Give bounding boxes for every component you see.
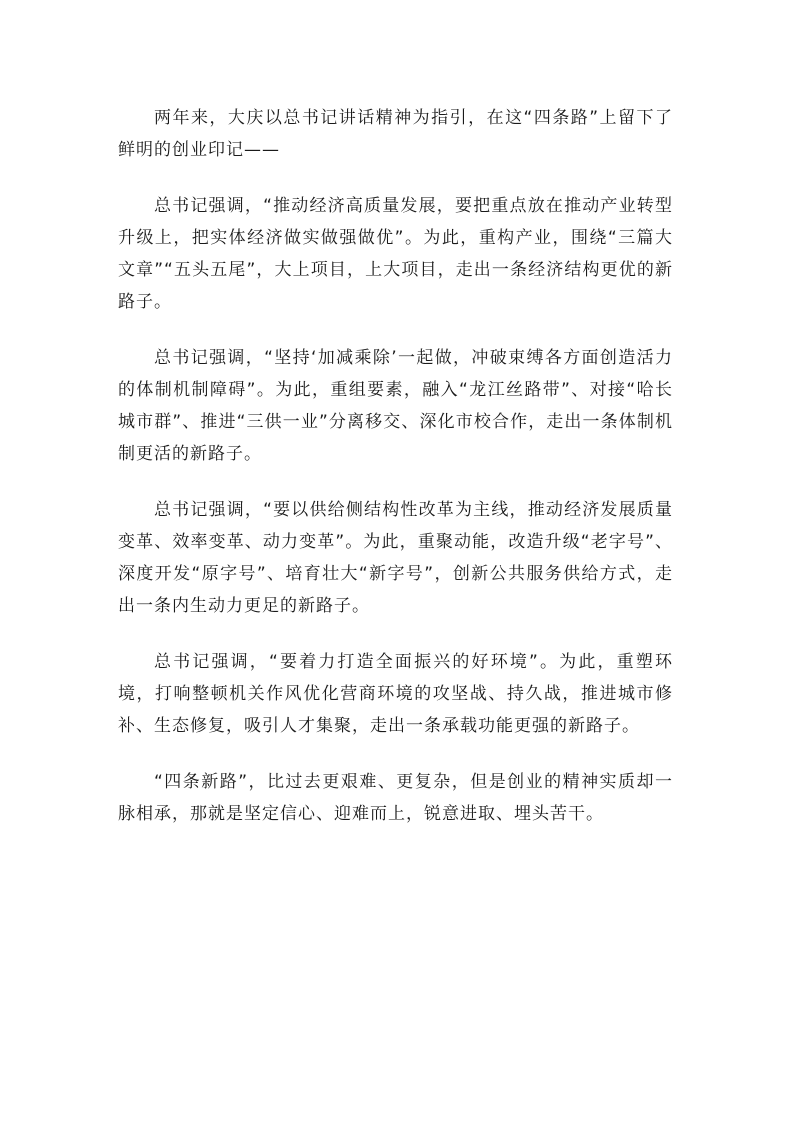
- paragraph-intro: 两年来，大庆以总书记讲话精神为指引，在这“四条路”上留下了鲜明的创业印记——: [118, 108, 673, 160]
- paragraph-momentum: 总书记强调，“要以供给侧结构性改革为主线，推动经济发展质量变革、效率变革、动力变革”。为此，重聚动能，改造升级“老字号”、深度开发“原字号”、培育壮大“新字号”，创新公共服务供给方式，走出一条内生动力更足的新路子。: [118, 500, 673, 616]
- document-body: [118, 102, 673, 854]
- paragraph-institution: 总书记强调，“坚持‘加减乘除’一起做，冲破束缚各方面创造活力的体制机制障碍”。为此，重组要素，融入“龙江丝路带”、对接“哈长城市群”、推进“三供一业”分离移交、深化市校合作，走出一条体制机制更活的新路子。: [118, 348, 673, 464]
- paragraph-environment: 总书记强调，“要着力打造全面振兴的好环境”。为此，重塑环境，打响整顿机关作风优化营商环境的攻坚战、持久战，推进城市修补、生态修复，吸引人才集聚，走出一条承载功能更强的新路子。: [118, 652, 673, 736]
- paragraph-industry: 总书记强调，“推动经济高质量发展，要把重点放在推动产业转型升级上，把实体经济做实做强做优”。为此，重构产业，围绕“三篇大文章”“五头五尾”，大上项目，上大项目，走出一条经济结构更优的新路子。: [118, 196, 673, 312]
- paragraph-conclusion: “四条新路”，比过去更艰难、更复杂，但是创业的精神实质却一脉相承，那就是坚定信心、迎难而上，锐意进取、埋头苦干。: [118, 772, 673, 824]
